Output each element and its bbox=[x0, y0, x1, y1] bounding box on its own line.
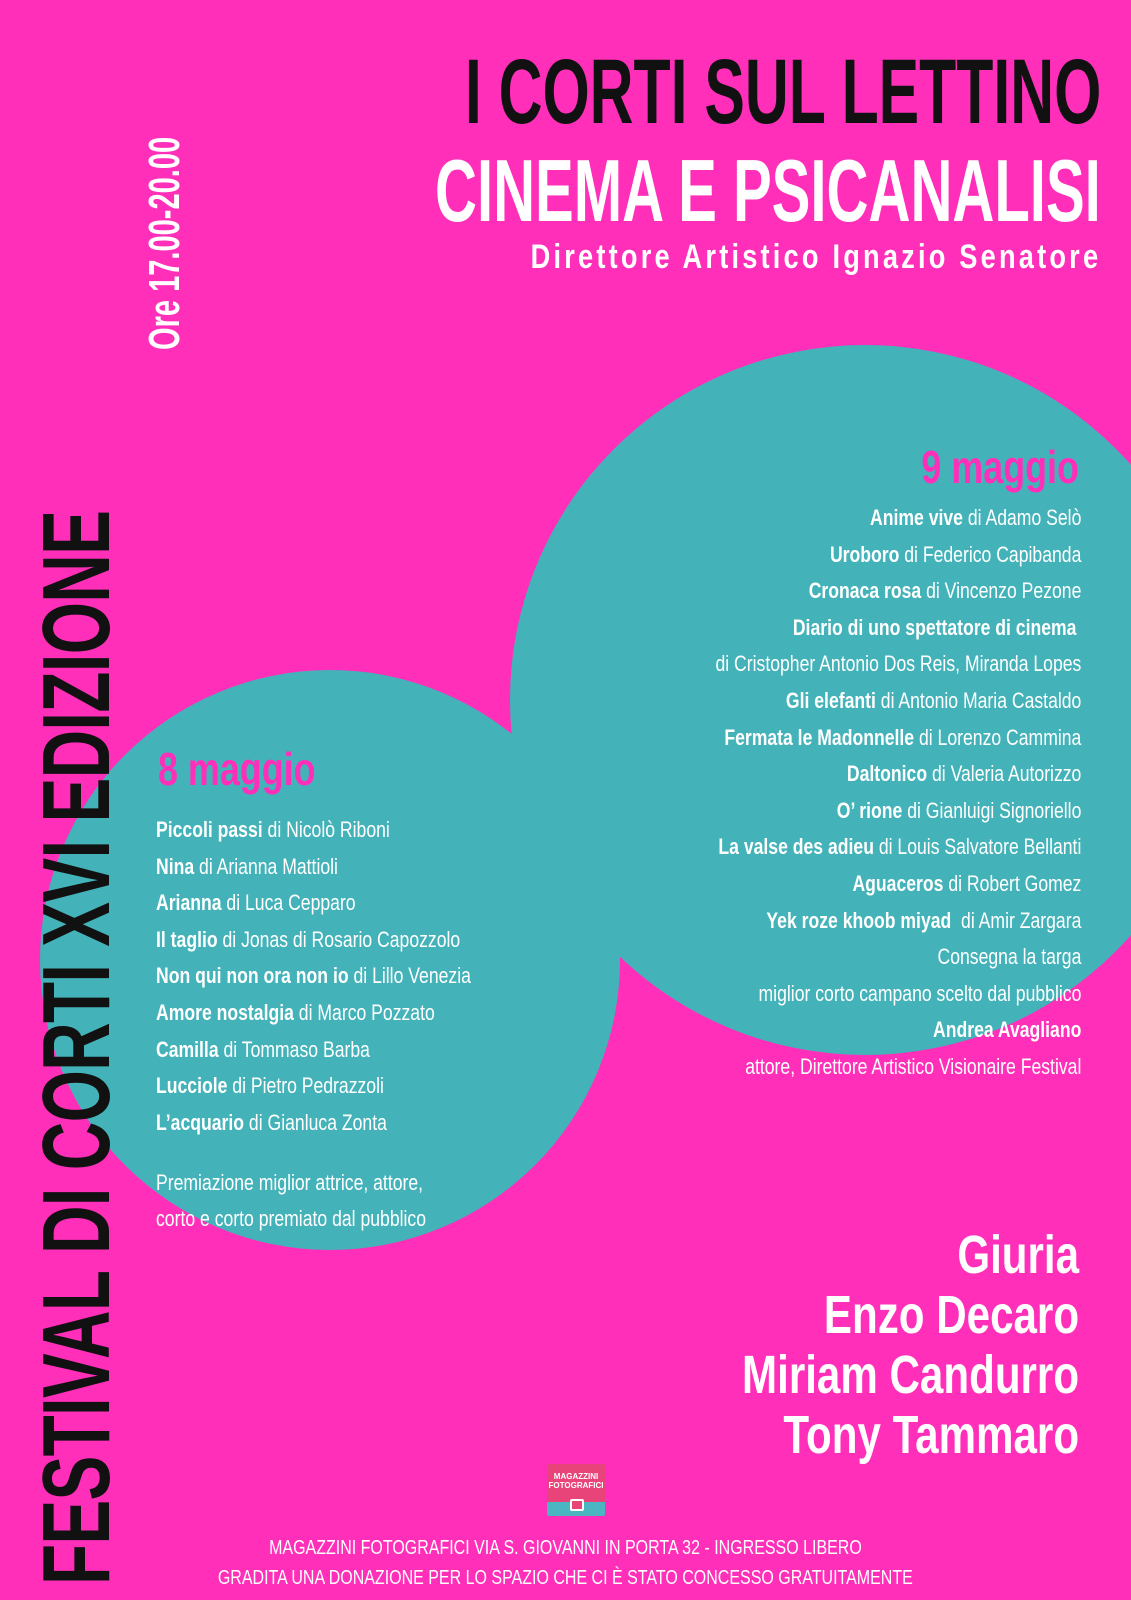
film-credit: di Jonas di Rosario Capozzolo bbox=[217, 926, 461, 952]
program-item bbox=[156, 1105, 471, 1142]
film-credit: di Nicolò Riboni bbox=[262, 817, 390, 842]
film-title: Aguaceros bbox=[852, 870, 944, 896]
film-title: Daltonico bbox=[846, 761, 927, 787]
film-credit bbox=[1076, 615, 1081, 640]
footer-address bbox=[0, 1537, 1131, 1560]
artistic-director: Direttore Artistico Ignazio Senatore bbox=[530, 238, 1101, 276]
film-credit: di Robert Gomez bbox=[943, 870, 1081, 896]
logo-text bbox=[547, 1472, 605, 1490]
film-credit: di Amir Zargara bbox=[950, 907, 1081, 933]
awards-note-line-2: corto e corto premiato dal pubblico bbox=[156, 1206, 427, 1231]
film-title: Non qui non ora non io bbox=[156, 963, 349, 989]
date-may8: 8 maggio bbox=[158, 743, 316, 795]
film-title: Lucciole bbox=[156, 1073, 228, 1099]
film-credit: di Tommaso Barba bbox=[218, 1036, 370, 1062]
film-title: Il taglio bbox=[156, 926, 218, 952]
logo-line-2: FOTOGRAFICI bbox=[548, 1481, 604, 1490]
film-title: Diario di uno spettatore di cinema bbox=[792, 614, 1077, 640]
film-title: L’acquario bbox=[156, 1109, 245, 1135]
program-item bbox=[715, 903, 1081, 940]
awards-note-line-1: Premiazione miglior attrice, attore, bbox=[156, 1170, 424, 1195]
film-title: O’ rione bbox=[836, 797, 902, 823]
film-title: Camilla bbox=[156, 1036, 219, 1062]
program-item bbox=[715, 756, 1081, 793]
film-title: Andrea Avagliano bbox=[932, 1017, 1081, 1043]
program-item bbox=[715, 683, 1081, 720]
program-item bbox=[156, 812, 471, 849]
program-item bbox=[715, 976, 1081, 1013]
jury-heading: Giuria bbox=[957, 1225, 1079, 1285]
program-item bbox=[715, 1049, 1081, 1086]
program-item bbox=[715, 866, 1081, 903]
logo-line-1: MAGAZZINI bbox=[553, 1472, 599, 1481]
program-item bbox=[715, 720, 1081, 757]
film-title: Gli elefanti bbox=[785, 687, 876, 713]
film-title: La valse des adieu bbox=[718, 834, 874, 860]
title-line-1: I CORTI SUL LETTINO bbox=[464, 41, 1101, 143]
film-title: Cronaca rosa bbox=[808, 578, 921, 604]
film-credit: di Lorenzo Cammina bbox=[913, 724, 1081, 750]
program-item bbox=[156, 849, 471, 886]
program-item bbox=[156, 1068, 471, 1105]
program-may8 bbox=[156, 812, 550, 1141]
film-credit: di Louis Salvatore Bellanti bbox=[873, 834, 1081, 860]
film-credit: di Gianluigi Signoriello bbox=[901, 797, 1081, 823]
film-title: Uroboro bbox=[829, 541, 900, 567]
film-credit: di Federico Capibanda bbox=[899, 541, 1081, 567]
film-credit: di Marco Pozzato bbox=[293, 999, 435, 1025]
film-credit: di Lillo Venezia bbox=[348, 963, 471, 989]
footer-donation bbox=[0, 1567, 1131, 1590]
film-credit: Consegna la targa bbox=[937, 944, 1081, 970]
film-title: Piccoli passi bbox=[156, 817, 263, 842]
program-item bbox=[156, 995, 471, 1032]
program-item bbox=[715, 793, 1081, 830]
footer-address-text: MAGAZZINI FOTOGRAFICI VIA S. GIOVANNI IN PORTA 32 - INGRESSO LIBERO bbox=[269, 1537, 862, 1559]
festival-vertical-title: FESTIVAL DI CORTI XVI EDIZIONE bbox=[23, 510, 130, 1585]
camera-icon bbox=[570, 1499, 584, 1511]
program-item bbox=[715, 829, 1081, 866]
film-credit: attore, Direttore Artistico Visionaire Festival bbox=[744, 1053, 1081, 1079]
film-credit: di Valeria Autorizzo bbox=[926, 761, 1081, 787]
jury-block bbox=[647, 1225, 1079, 1465]
footer-donation-text: GRADITA UNA DONAZIONE PER LO SPAZIO CHE CI È STATO CONCESSO GRATUITAMENTE bbox=[218, 1567, 913, 1589]
film-credit: di Adamo Selò bbox=[962, 505, 1081, 530]
date-may9: 9 maggio bbox=[921, 441, 1079, 493]
film-title: Nina bbox=[156, 853, 195, 879]
program-item bbox=[715, 537, 1081, 574]
program-item bbox=[156, 885, 471, 922]
program-item bbox=[156, 1032, 471, 1069]
program-may9 bbox=[624, 500, 1081, 1086]
program-item bbox=[715, 646, 1081, 683]
hours-vertical: Ore 17.00-20.00 bbox=[140, 136, 189, 350]
title-line-2: CINEMA E PSICANALISI bbox=[435, 141, 1101, 240]
jury-member: Miriam Candurro bbox=[741, 1345, 1079, 1405]
film-credit: di Antonio Maria Castaldo bbox=[875, 687, 1081, 713]
program-item bbox=[156, 958, 471, 995]
program-item bbox=[715, 1012, 1081, 1049]
film-credit: di Vincenzo Pezone bbox=[920, 578, 1081, 604]
film-title: Arianna bbox=[156, 890, 222, 916]
program-item bbox=[156, 922, 471, 959]
film-credit: di Arianna Mattioli bbox=[194, 853, 338, 879]
program-item bbox=[715, 573, 1081, 610]
film-credit: di Cristopher Antonio Dos Reis, Miranda Lopes bbox=[715, 651, 1081, 677]
film-credit: miglior corto campano scelto dal pubblico bbox=[758, 980, 1081, 1006]
film-credit: di Gianluca Zonta bbox=[244, 1109, 387, 1135]
program-item bbox=[715, 500, 1081, 537]
film-title: Fermata le Madonnelle bbox=[723, 724, 914, 750]
program-item bbox=[715, 610, 1081, 647]
jury-member: Tony Tammaro bbox=[783, 1405, 1079, 1465]
jury-member: Enzo Decaro bbox=[823, 1285, 1079, 1345]
film-credit: di Luca Cepparo bbox=[221, 890, 356, 916]
magazzini-fotografici-logo bbox=[547, 1464, 605, 1516]
film-title: Amore nostalgia bbox=[156, 999, 294, 1025]
film-title: Anime vive bbox=[869, 505, 963, 530]
film-title: Yek roze khoob miyad bbox=[766, 907, 951, 933]
program-item bbox=[715, 939, 1081, 976]
film-credit: di Pietro Pedrazzoli bbox=[227, 1073, 384, 1099]
